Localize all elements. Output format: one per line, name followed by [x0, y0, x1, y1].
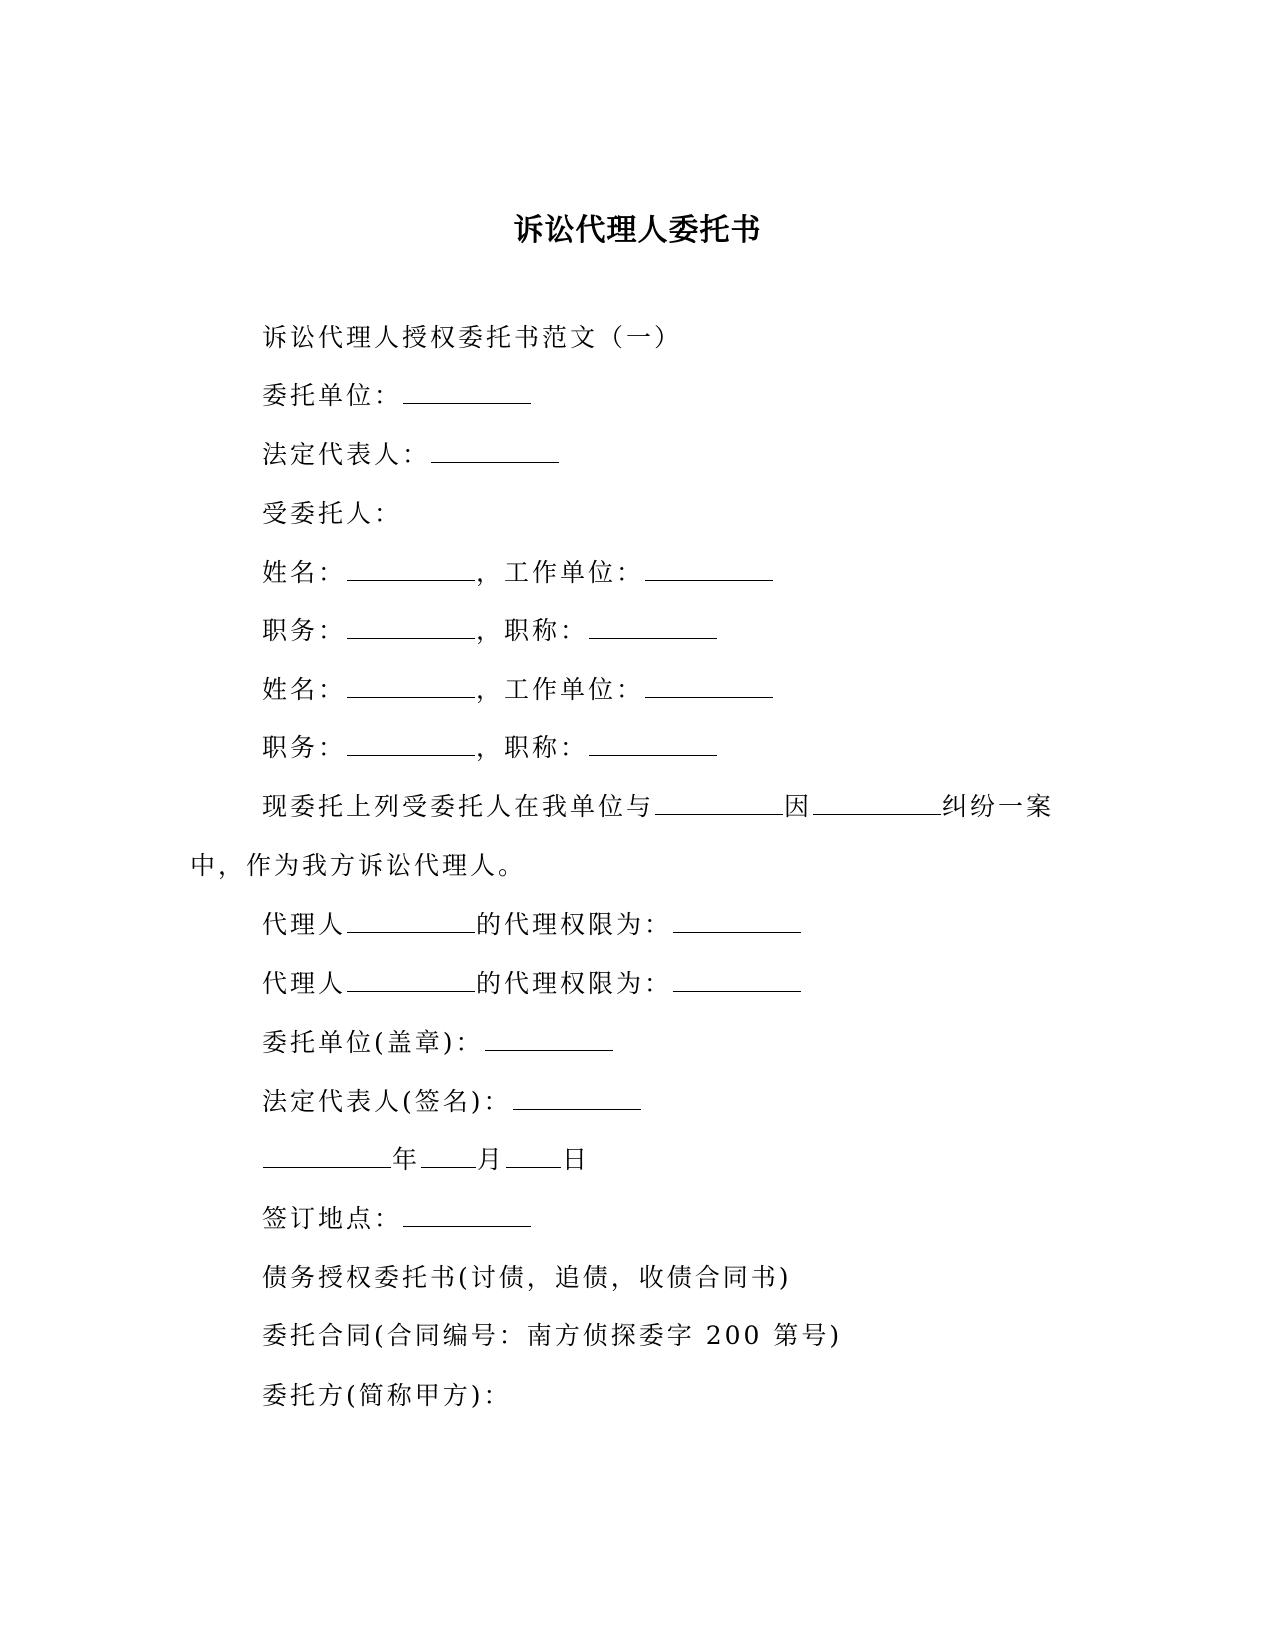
- title-label: ，职称：: [476, 733, 589, 762]
- title-blank: [589, 616, 717, 639]
- entrusting-unit-line: [262, 380, 532, 412]
- year-label: 年: [392, 1145, 421, 1174]
- agent-label: 代理人: [262, 910, 347, 939]
- principal-party-label: 委托方(简称甲方)：: [262, 1381, 512, 1410]
- title-blank: [589, 733, 717, 756]
- name-blank: [347, 558, 475, 581]
- day-blank: [506, 1145, 561, 1168]
- work-unit-blank: [645, 675, 773, 698]
- statement-part1: 现委托上列受委托人在我单位与: [262, 792, 655, 821]
- entrustment-statement-line: [262, 791, 1054, 823]
- position-blank: [347, 616, 475, 639]
- unit-seal-line: [262, 1027, 614, 1059]
- trustee2-name-line: [262, 674, 774, 706]
- work-unit-blank: [645, 558, 773, 581]
- principal-party-line: [262, 1380, 512, 1412]
- legal-representative-label: 法定代表人：: [262, 440, 431, 469]
- debt-authorization-heading: [262, 1262, 792, 1294]
- date-line: [262, 1144, 590, 1176]
- contract-number-line: [262, 1320, 842, 1352]
- signing-place-blank: [403, 1204, 531, 1227]
- position-blank: [347, 733, 475, 756]
- trustee1-position-line: [262, 615, 718, 647]
- debt-authorization-text: 债务授权委托书(讨债，追债，收债合同书): [262, 1263, 792, 1292]
- legal-representative-blank: [431, 440, 559, 463]
- authority-blank: [673, 910, 801, 933]
- entrusting-unit-blank: [403, 381, 531, 404]
- work-unit-label: ，工作单位：: [476, 675, 645, 704]
- statement-continued-text: 中，作为我方诉讼代理人。: [190, 851, 527, 880]
- agent-name-blank: [347, 969, 475, 992]
- agent2-authority-line: [262, 968, 802, 1000]
- section-heading: [262, 322, 682, 354]
- opposing-party-blank: [655, 792, 783, 815]
- title-label: ，职称：: [476, 616, 589, 645]
- month-blank: [421, 1145, 476, 1168]
- month-label: 月: [477, 1145, 506, 1174]
- unit-seal-blank: [485, 1028, 613, 1051]
- statement-part2: 因: [784, 792, 813, 821]
- agent-label: 代理人: [262, 969, 347, 998]
- statement-part3: 纠纷一案: [942, 792, 1055, 821]
- name-label: 姓名：: [262, 558, 347, 587]
- position-label: 职务：: [262, 733, 347, 762]
- year-blank: [263, 1145, 391, 1168]
- agent1-authority-line: [262, 909, 802, 941]
- entrustment-statement-continued: [190, 850, 526, 882]
- unit-seal-label: 委托单位(盖章)：: [262, 1028, 484, 1057]
- day-label: 日: [562, 1145, 591, 1174]
- representative-signature-label: 法定代表人(签名)：: [262, 1087, 512, 1116]
- entrusting-unit-label: 委托单位：: [262, 381, 403, 410]
- trustee2-position-line: [262, 732, 718, 764]
- trustee1-name-line: [262, 557, 774, 589]
- section-heading-text: 诉讼代理人授权委托书范文（一）: [262, 323, 683, 352]
- trustee-label: 受委托人：: [262, 499, 403, 528]
- position-label: 职务：: [262, 616, 347, 645]
- document-title: 诉讼代理人委托书: [513, 213, 762, 248]
- trustee-line: [262, 498, 402, 530]
- authority-label: 的代理权限为：: [476, 969, 673, 998]
- dispute-cause-blank: [813, 792, 941, 815]
- representative-signature-blank: [513, 1087, 641, 1110]
- legal-representative-line: [262, 439, 560, 471]
- work-unit-label: ，工作单位：: [476, 558, 645, 587]
- name-blank: [347, 675, 475, 698]
- authority-blank: [673, 969, 801, 992]
- signing-place-line: [262, 1203, 532, 1235]
- contract-number-text: 委托合同(合同编号：南方侦探委字 200 第号): [262, 1321, 843, 1350]
- agent-name-blank: [347, 910, 475, 933]
- authority-label: 的代理权限为：: [476, 910, 673, 939]
- name-label: 姓名：: [262, 675, 347, 704]
- signing-place-label: 签订地点：: [262, 1204, 403, 1233]
- representative-signature-line: [262, 1086, 642, 1118]
